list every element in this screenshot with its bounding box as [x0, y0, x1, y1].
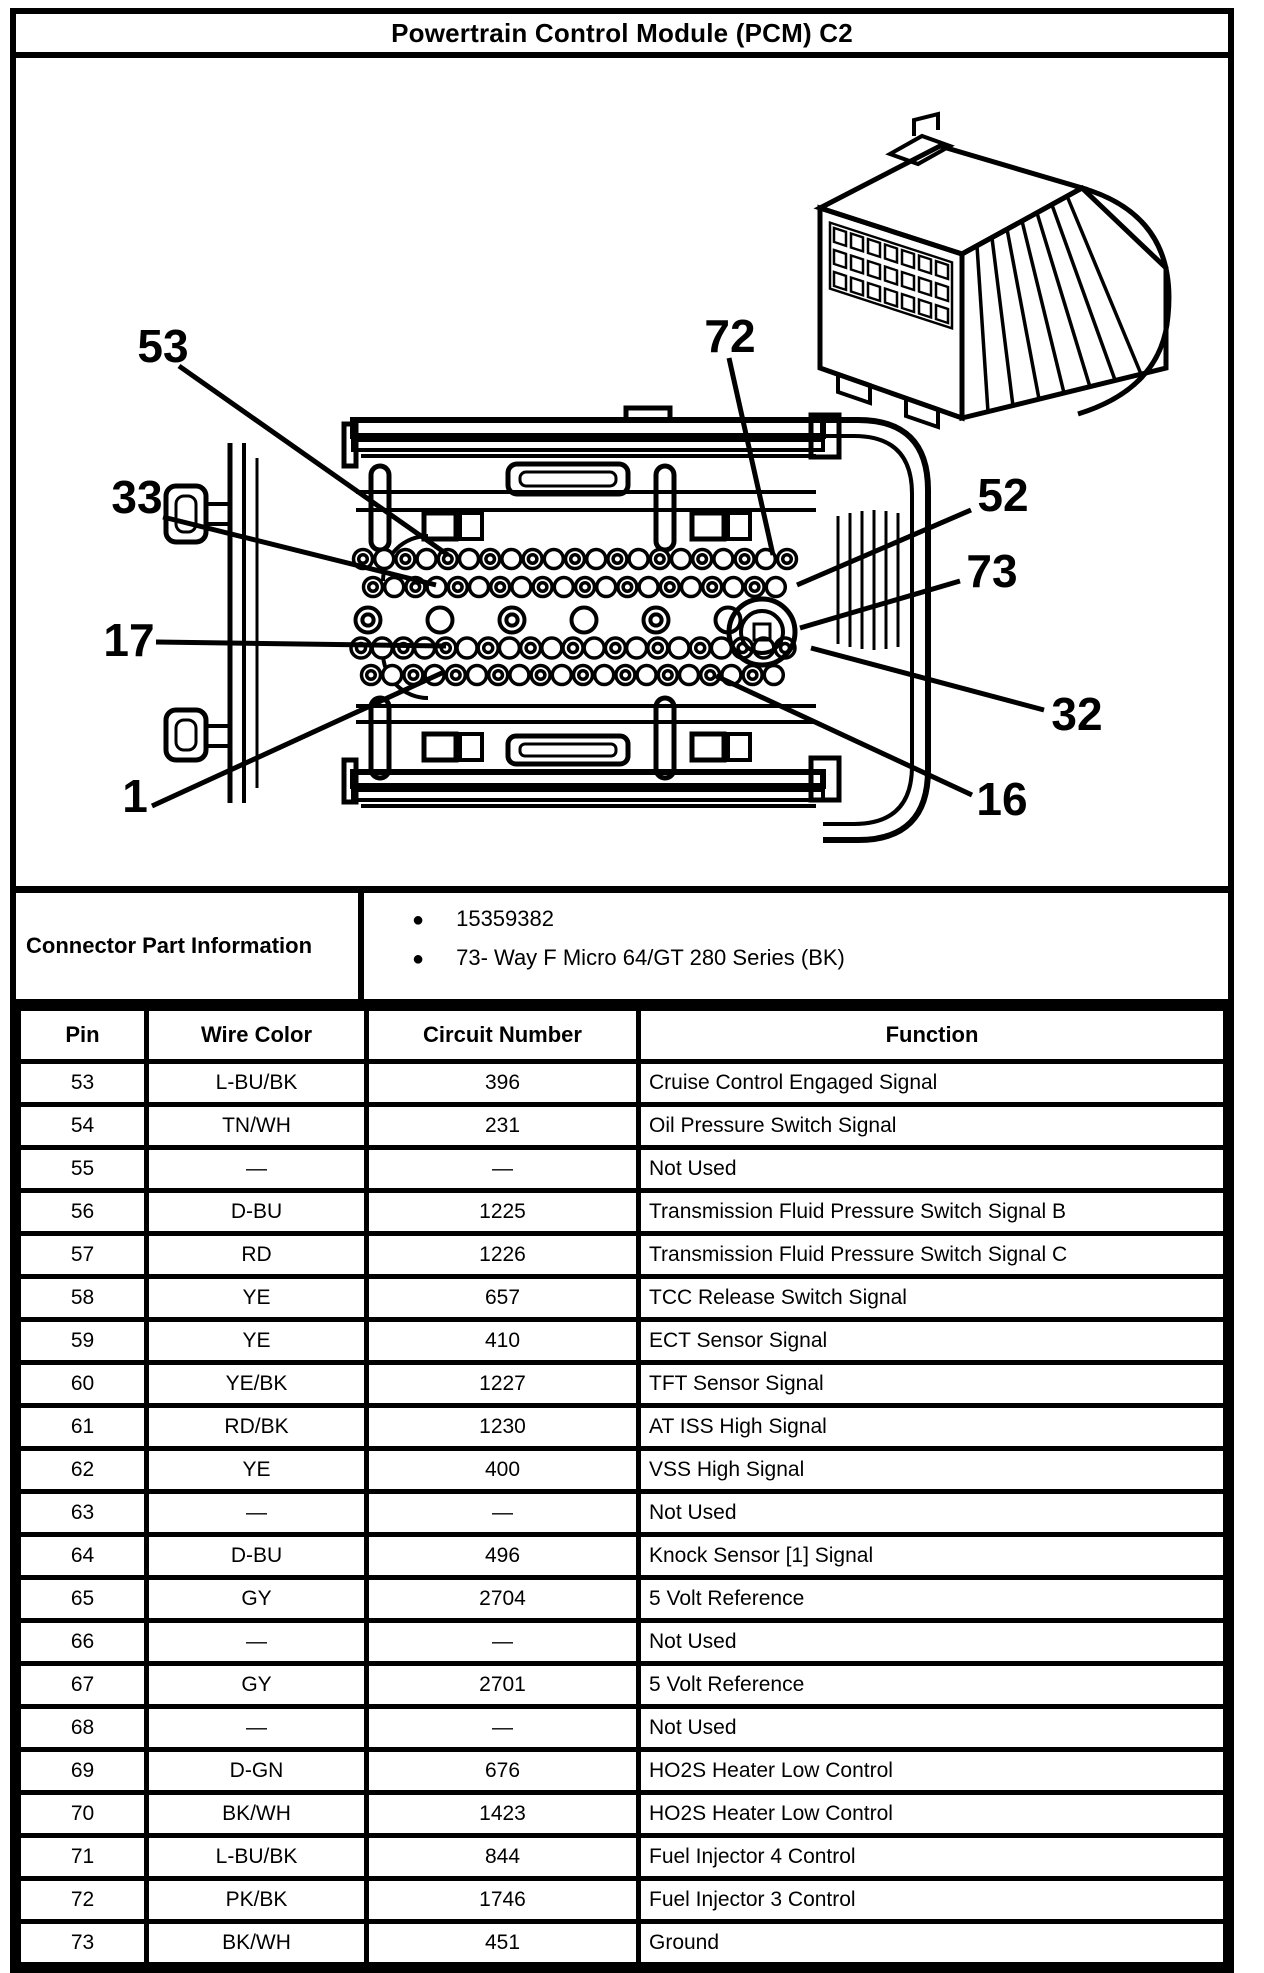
bullet-icon: ● [412, 909, 425, 931]
function-cell: 5 Volt Reference [639, 1578, 1226, 1621]
circuit-number-cell: 676 [367, 1750, 639, 1793]
function-cell: Transmission Fluid Pressure Switch Signal C [639, 1234, 1226, 1277]
pin-cell: 69 [19, 1750, 147, 1793]
wire-color-cell: D-BU [147, 1191, 367, 1234]
pin-callout-33: 33 [111, 471, 163, 523]
circuit-number-cell: 2701 [367, 1664, 639, 1707]
table-row [19, 1406, 1226, 1449]
function-cell: Cruise Control Engaged Signal [639, 1062, 1226, 1105]
col-header-wire-color: Wire Color [147, 1009, 367, 1062]
connector-series-row [412, 945, 1228, 971]
function-cell: AT ISS High Signal [639, 1406, 1226, 1449]
table-row [19, 1191, 1226, 1234]
circuit-number-cell: 844 [367, 1836, 639, 1879]
wire-color-cell: — [147, 1492, 367, 1535]
wire-color-cell: L-BU/BK [147, 1062, 367, 1105]
circuit-number-cell: — [367, 1707, 639, 1750]
table-row [19, 1535, 1226, 1578]
function-cell: Fuel Injector 3 Control [639, 1879, 1226, 1922]
wire-color-cell: BK/WH [147, 1922, 367, 1965]
circuit-number-cell: 496 [367, 1535, 639, 1578]
circuit-number-cell: 400 [367, 1449, 639, 1492]
table-row [19, 1578, 1226, 1621]
pin-callout-53: 53 [137, 320, 189, 372]
table-row [19, 1793, 1226, 1836]
pin-cell: 72 [19, 1879, 147, 1922]
circuit-number-cell: 451 [367, 1922, 639, 1965]
circuit-number-cell: 2704 [367, 1578, 639, 1621]
pin-callout-72: 72 [704, 310, 756, 362]
table-row [19, 1707, 1226, 1750]
pin-cell: 73 [19, 1922, 147, 1965]
function-cell: Not Used [639, 1492, 1226, 1535]
function-cell: Not Used [639, 1707, 1226, 1750]
wire-color-cell: L-BU/BK [147, 1836, 367, 1879]
pin-callout-1: 1 [122, 770, 148, 822]
table-row [19, 1320, 1226, 1363]
connector-part-information-section [16, 893, 1228, 1006]
connector-part-information-values [364, 893, 1228, 999]
col-header-function: Function [639, 1009, 1226, 1062]
wire-color-cell: PK/BK [147, 1879, 367, 1922]
wire-color-cell: D-BU [147, 1535, 367, 1578]
table-row [19, 1879, 1226, 1922]
table-row [19, 1664, 1226, 1707]
pin-cell: 60 [19, 1363, 147, 1406]
connector-diagram [16, 58, 1228, 893]
wire-color-cell: YE/BK [147, 1363, 367, 1406]
table-row [19, 1105, 1226, 1148]
connector-3d-view [820, 114, 1169, 427]
circuit-number-cell: 396 [367, 1062, 639, 1105]
pin-cell: 67 [19, 1664, 147, 1707]
circuit-number-cell: 1230 [367, 1406, 639, 1449]
pin-cell: 53 [19, 1062, 147, 1105]
circuit-number-cell: — [367, 1621, 639, 1664]
bullet-icon: ● [412, 948, 425, 970]
pin-cell: 59 [19, 1320, 147, 1363]
wire-color-cell: RD [147, 1234, 367, 1277]
circuit-number-cell: 231 [367, 1105, 639, 1148]
circuit-number-cell: 1225 [367, 1191, 639, 1234]
pin-cell: 71 [19, 1836, 147, 1879]
table-row [19, 1148, 1226, 1191]
wire-color-cell: YE [147, 1449, 367, 1492]
pin-cell: 62 [19, 1449, 147, 1492]
wire-color-cell: D-GN [147, 1750, 367, 1793]
wire-color-cell: RD/BK [147, 1406, 367, 1449]
connector-series: 73- Way F Micro 64/GT 280 Series (BK) [456, 945, 845, 970]
table-row [19, 1836, 1226, 1879]
function-cell: HO2S Heater Low Control [639, 1750, 1226, 1793]
pin-cell: 61 [19, 1406, 147, 1449]
function-cell: HO2S Heater Low Control [639, 1793, 1226, 1836]
circuit-number-cell: 1746 [367, 1879, 639, 1922]
circuit-number-cell: 1226 [367, 1234, 639, 1277]
table-row [19, 1621, 1226, 1664]
table-row [19, 1492, 1226, 1535]
function-cell: VSS High Signal [639, 1449, 1226, 1492]
pin-cell: 66 [19, 1621, 147, 1664]
pin-callout-17: 17 [103, 614, 155, 666]
connector-diagram-svg [16, 58, 1228, 886]
table-header-row [19, 1009, 1226, 1062]
pin-cell: 68 [19, 1707, 147, 1750]
pin-cell: 70 [19, 1793, 147, 1836]
pin-row-upper-1 [354, 550, 797, 569]
pin-cell: 63 [19, 1492, 147, 1535]
pin-cell: 56 [19, 1191, 147, 1234]
wire-color-cell: YE [147, 1320, 367, 1363]
part-number-row [412, 906, 1228, 932]
circuit-number-cell: 1423 [367, 1793, 639, 1836]
wire-color-cell: — [147, 1621, 367, 1664]
pin-callout-73: 73 [966, 545, 1018, 597]
pin-callout-32: 32 [1051, 688, 1103, 740]
circuit-number-cell: 657 [367, 1277, 639, 1320]
table-row [19, 1234, 1226, 1277]
pin-cell: 54 [19, 1105, 147, 1148]
pin-cell: 57 [19, 1234, 147, 1277]
function-cell: TCC Release Switch Signal [639, 1277, 1226, 1320]
connector-part-information-label: Connector Part Information [16, 893, 364, 999]
connector-part-number: 15359382 [456, 906, 554, 931]
wire-color-cell: YE [147, 1277, 367, 1320]
wire-color-cell: GY [147, 1664, 367, 1707]
table-row [19, 1449, 1226, 1492]
function-cell: Fuel Injector 4 Control [639, 1836, 1226, 1879]
pinout-table-body [19, 1062, 1226, 1965]
circuit-number-cell: — [367, 1148, 639, 1191]
page-title: Powertrain Control Module (PCM) C2 [16, 14, 1228, 58]
circuit-number-cell: — [367, 1492, 639, 1535]
function-cell: TFT Sensor Signal [639, 1363, 1226, 1406]
col-header-pin: Pin [19, 1009, 147, 1062]
wire-color-cell: TN/WH [147, 1105, 367, 1148]
function-cell: Knock Sensor [1] Signal [639, 1535, 1226, 1578]
pin-cell: 64 [19, 1535, 147, 1578]
pinout-table [16, 1006, 1228, 1967]
wire-color-cell: BK/WH [147, 1793, 367, 1836]
pin-cell: 58 [19, 1277, 147, 1320]
manual-page [10, 8, 1234, 1973]
wire-color-cell: GY [147, 1578, 367, 1621]
table-row [19, 1277, 1226, 1320]
function-cell: 5 Volt Reference [639, 1664, 1226, 1707]
table-row [19, 1750, 1226, 1793]
circuit-number-cell: 410 [367, 1320, 639, 1363]
table-row [19, 1062, 1226, 1105]
pin-callout-52: 52 [977, 469, 1029, 521]
pin-cell: 55 [19, 1148, 147, 1191]
pin-callout-16: 16 [976, 773, 1028, 825]
function-cell: ECT Sensor Signal [639, 1320, 1226, 1363]
col-header-circuit-number: Circuit Number [367, 1009, 639, 1062]
pin-cell: 65 [19, 1578, 147, 1621]
function-cell: Oil Pressure Switch Signal [639, 1105, 1226, 1148]
wire-color-cell: — [147, 1148, 367, 1191]
table-row [19, 1922, 1226, 1965]
function-cell: Transmission Fluid Pressure Switch Signal B [639, 1191, 1226, 1234]
wire-color-cell: — [147, 1707, 367, 1750]
function-cell: Ground [639, 1922, 1226, 1965]
function-cell: Not Used [639, 1148, 1226, 1191]
function-cell: Not Used [639, 1621, 1226, 1664]
circuit-number-cell: 1227 [367, 1363, 639, 1406]
table-row [19, 1363, 1226, 1406]
pin-row-middle-sparse [356, 608, 741, 633]
